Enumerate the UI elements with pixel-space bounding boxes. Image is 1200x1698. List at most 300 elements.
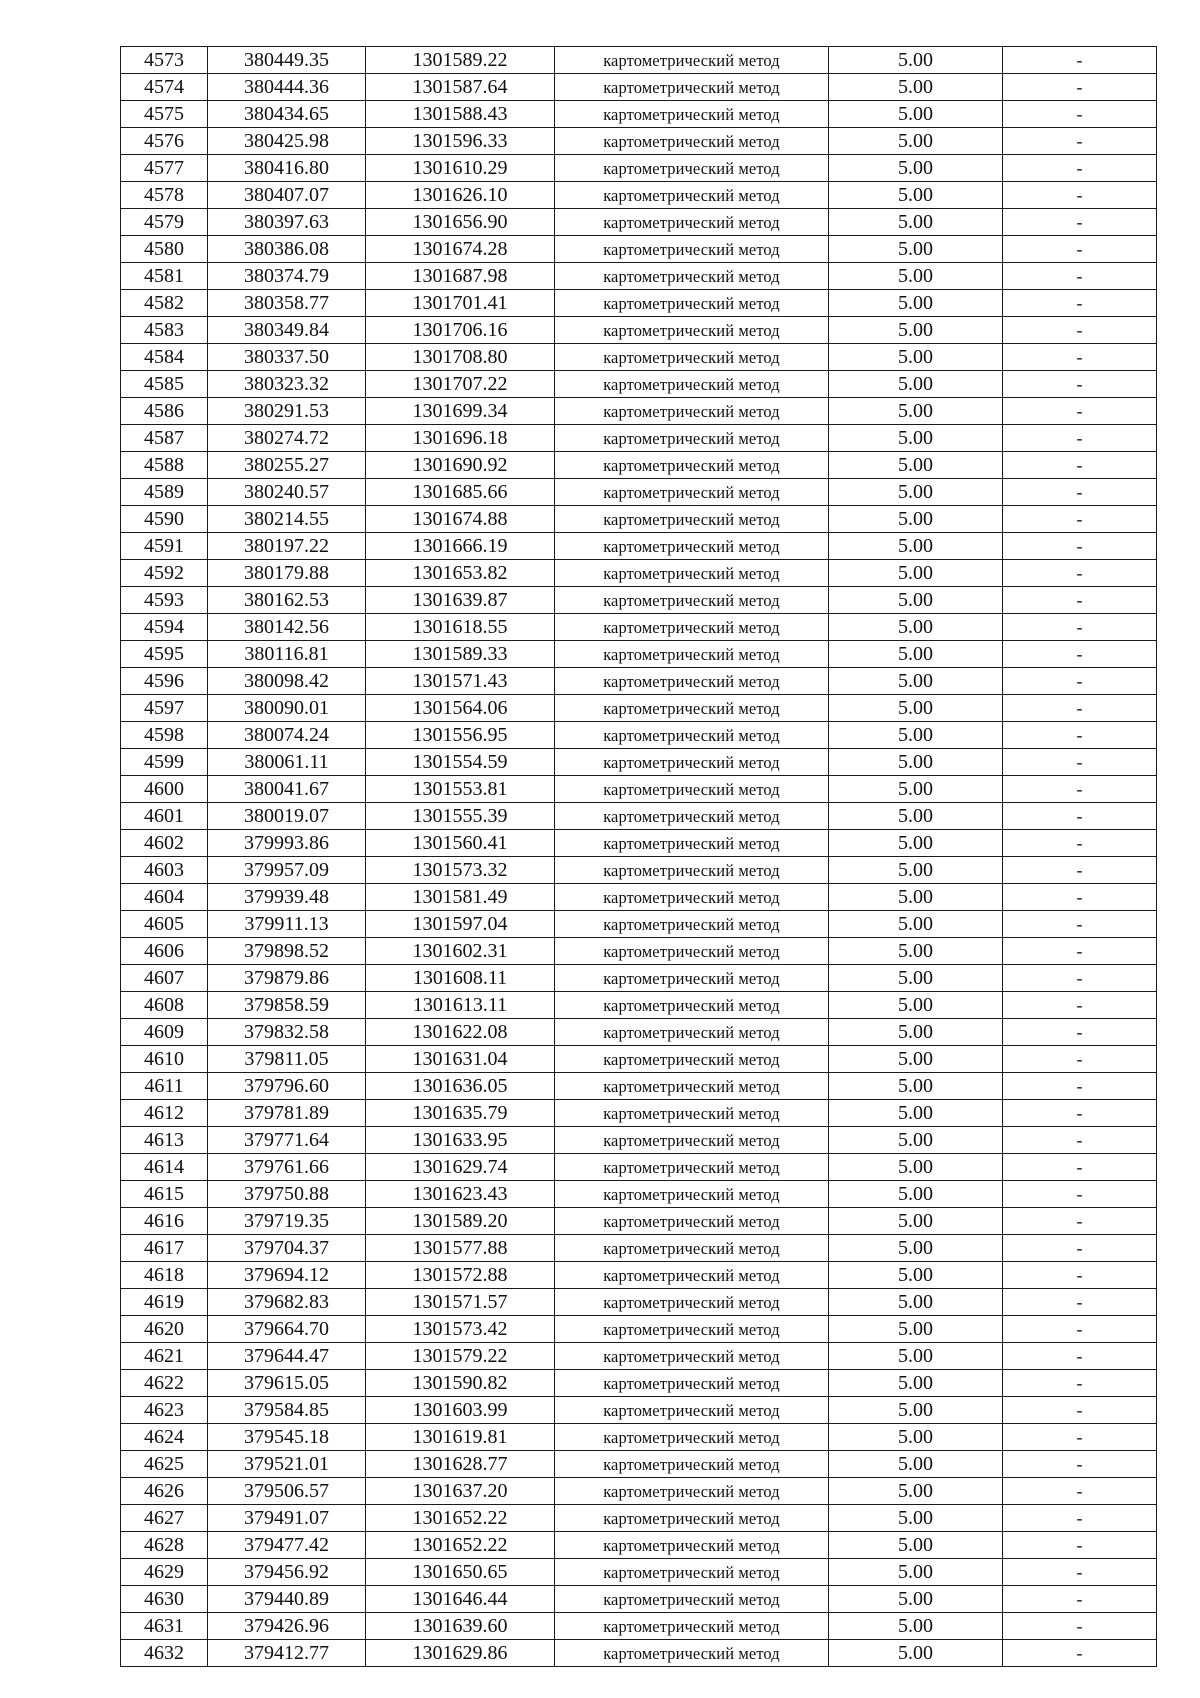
point-number-cell: 4575 [121,101,208,128]
accuracy-cell: 5.00 [829,128,1003,155]
method-cell: картометрический метод [555,506,829,533]
description-cell: - [1003,1289,1157,1316]
method-cell: картометрический метод [555,1019,829,1046]
accuracy-cell: 5.00 [829,236,1003,263]
y-coordinate-cell: 1301597.04 [366,911,555,938]
table-row [121,1370,1157,1397]
description-cell: - [1003,1262,1157,1289]
point-number-cell: 4602 [121,830,208,857]
y-coordinate-cell: 1301650.65 [366,1559,555,1586]
y-coordinate-cell: 1301674.88 [366,506,555,533]
description-cell: - [1003,263,1157,290]
y-coordinate-cell: 1301590.82 [366,1370,555,1397]
point-number-cell: 4604 [121,884,208,911]
x-coordinate-cell: 379440.89 [208,1586,366,1613]
accuracy-cell: 5.00 [829,533,1003,560]
x-coordinate-cell: 379811.05 [208,1046,366,1073]
description-cell: - [1003,533,1157,560]
accuracy-cell: 5.00 [829,155,1003,182]
accuracy-cell: 5.00 [829,1316,1003,1343]
table-row [121,1289,1157,1316]
method-cell: картометрический метод [555,128,829,155]
accuracy-cell: 5.00 [829,290,1003,317]
point-number-cell: 4611 [121,1073,208,1100]
table-row [121,884,1157,911]
method-cell: картометрический метод [555,884,829,911]
accuracy-cell: 5.00 [829,1208,1003,1235]
x-coordinate-cell: 379704.37 [208,1235,366,1262]
accuracy-cell: 5.00 [829,1046,1003,1073]
y-coordinate-cell: 1301602.31 [366,938,555,965]
y-coordinate-cell: 1301707.22 [366,371,555,398]
table-row [121,668,1157,695]
x-coordinate-cell: 379858.59 [208,992,366,1019]
accuracy-cell: 5.00 [829,1397,1003,1424]
y-coordinate-cell: 1301639.60 [366,1613,555,1640]
table-row [121,236,1157,263]
y-coordinate-cell: 1301589.22 [366,47,555,74]
method-cell: картометрический метод [555,1127,829,1154]
x-coordinate-cell: 379694.12 [208,1262,366,1289]
description-cell: - [1003,47,1157,74]
description-cell: - [1003,641,1157,668]
accuracy-cell: 5.00 [829,371,1003,398]
point-number-cell: 4583 [121,317,208,344]
description-cell: - [1003,1370,1157,1397]
accuracy-cell: 5.00 [829,317,1003,344]
table-row [121,749,1157,776]
accuracy-cell: 5.00 [829,1343,1003,1370]
y-coordinate-cell: 1301656.90 [366,209,555,236]
point-number-cell: 4574 [121,74,208,101]
description-cell: - [1003,398,1157,425]
accuracy-cell: 5.00 [829,1262,1003,1289]
method-cell: картометрический метод [555,1046,829,1073]
table-row [121,641,1157,668]
x-coordinate-cell: 379832.58 [208,1019,366,1046]
x-coordinate-cell: 379796.60 [208,1073,366,1100]
table-row [121,1154,1157,1181]
y-coordinate-cell: 1301629.86 [366,1640,555,1667]
method-cell: картометрический метод [555,722,829,749]
description-cell: - [1003,344,1157,371]
y-coordinate-cell: 1301628.77 [366,1451,555,1478]
table-row [121,857,1157,884]
x-coordinate-cell: 380214.55 [208,506,366,533]
accuracy-cell: 5.00 [829,1181,1003,1208]
point-number-cell: 4585 [121,371,208,398]
x-coordinate-cell: 379898.52 [208,938,366,965]
table-row [121,1505,1157,1532]
method-cell: картометрический метод [555,425,829,452]
point-number-cell: 4581 [121,263,208,290]
description-cell: - [1003,776,1157,803]
accuracy-cell: 5.00 [829,209,1003,236]
y-coordinate-cell: 1301579.22 [366,1343,555,1370]
point-number-cell: 4609 [121,1019,208,1046]
y-coordinate-cell: 1301626.10 [366,182,555,209]
method-cell: картометрический метод [555,1100,829,1127]
point-number-cell: 4621 [121,1343,208,1370]
table-row [121,1532,1157,1559]
table-row [121,1181,1157,1208]
table-row [121,695,1157,722]
point-number-cell: 4614 [121,1154,208,1181]
x-coordinate-cell: 379506.57 [208,1478,366,1505]
accuracy-cell: 5.00 [829,1640,1003,1667]
coordinates-table [120,46,1157,1667]
point-number-cell: 4622 [121,1370,208,1397]
method-cell: картометрический метод [555,290,829,317]
x-coordinate-cell: 380291.53 [208,398,366,425]
y-coordinate-cell: 1301636.05 [366,1073,555,1100]
method-cell: картометрический метод [555,776,829,803]
table-row [121,1073,1157,1100]
table-row [121,182,1157,209]
y-coordinate-cell: 1301589.20 [366,1208,555,1235]
method-cell: картометрический метод [555,371,829,398]
point-number-cell: 4606 [121,938,208,965]
x-coordinate-cell: 380061.11 [208,749,366,776]
y-coordinate-cell: 1301687.98 [366,263,555,290]
x-coordinate-cell: 380323.32 [208,371,366,398]
table-row [121,263,1157,290]
accuracy-cell: 5.00 [829,1370,1003,1397]
method-cell: картометрический метод [555,1613,829,1640]
accuracy-cell: 5.00 [829,992,1003,1019]
accuracy-cell: 5.00 [829,452,1003,479]
accuracy-cell: 5.00 [829,1424,1003,1451]
method-cell: картометрический метод [555,479,829,506]
accuracy-cell: 5.00 [829,1019,1003,1046]
method-cell: картометрический метод [555,560,829,587]
y-coordinate-cell: 1301554.59 [366,749,555,776]
description-cell: - [1003,479,1157,506]
description-cell: - [1003,1343,1157,1370]
table-row [121,1262,1157,1289]
table-row [121,830,1157,857]
point-number-cell: 4594 [121,614,208,641]
description-cell: - [1003,1073,1157,1100]
y-coordinate-cell: 1301573.32 [366,857,555,884]
description-cell: - [1003,803,1157,830]
method-cell: картометрический метод [555,47,829,74]
y-coordinate-cell: 1301553.81 [366,776,555,803]
y-coordinate-cell: 1301708.80 [366,344,555,371]
accuracy-cell: 5.00 [829,1586,1003,1613]
point-number-cell: 4596 [121,668,208,695]
point-number-cell: 4573 [121,47,208,74]
x-coordinate-cell: 380255.27 [208,452,366,479]
accuracy-cell: 5.00 [829,938,1003,965]
description-cell: - [1003,1019,1157,1046]
x-coordinate-cell: 379771.64 [208,1127,366,1154]
x-coordinate-cell: 379781.89 [208,1100,366,1127]
table-row [121,101,1157,128]
method-cell: картометрический метод [555,965,829,992]
table-row [121,722,1157,749]
description-cell: - [1003,182,1157,209]
method-cell: картометрический метод [555,695,829,722]
table-row [121,1451,1157,1478]
method-cell: картометрический метод [555,533,829,560]
accuracy-cell: 5.00 [829,1451,1003,1478]
description-cell: - [1003,830,1157,857]
description-cell: - [1003,290,1157,317]
point-number-cell: 4599 [121,749,208,776]
description-cell: - [1003,101,1157,128]
point-number-cell: 4628 [121,1532,208,1559]
point-number-cell: 4626 [121,1478,208,1505]
method-cell: картометрический метод [555,1208,829,1235]
point-number-cell: 4582 [121,290,208,317]
y-coordinate-cell: 1301639.87 [366,587,555,614]
accuracy-cell: 5.00 [829,722,1003,749]
description-cell: - [1003,965,1157,992]
point-number-cell: 4605 [121,911,208,938]
accuracy-cell: 5.00 [829,1100,1003,1127]
description-cell: - [1003,884,1157,911]
point-number-cell: 4579 [121,209,208,236]
y-coordinate-cell: 1301573.42 [366,1316,555,1343]
point-number-cell: 4578 [121,182,208,209]
point-number-cell: 4610 [121,1046,208,1073]
x-coordinate-cell: 380162.53 [208,587,366,614]
table-row [121,1613,1157,1640]
point-number-cell: 4592 [121,560,208,587]
accuracy-cell: 5.00 [829,1127,1003,1154]
x-coordinate-cell: 379664.70 [208,1316,366,1343]
y-coordinate-cell: 1301589.33 [366,641,555,668]
table-row [121,992,1157,1019]
point-number-cell: 4624 [121,1424,208,1451]
x-coordinate-cell: 380386.08 [208,236,366,263]
point-number-cell: 4620 [121,1316,208,1343]
x-coordinate-cell: 379957.09 [208,857,366,884]
accuracy-cell: 5.00 [829,1478,1003,1505]
point-number-cell: 4608 [121,992,208,1019]
y-coordinate-cell: 1301633.95 [366,1127,555,1154]
description-cell: - [1003,506,1157,533]
x-coordinate-cell: 380090.01 [208,695,366,722]
method-cell: картометрический метод [555,830,829,857]
method-cell: картометрический метод [555,587,829,614]
x-coordinate-cell: 380041.67 [208,776,366,803]
description-cell: - [1003,1424,1157,1451]
y-coordinate-cell: 1301618.55 [366,614,555,641]
table-row [121,614,1157,641]
method-cell: картометрический метод [555,1235,829,1262]
accuracy-cell: 5.00 [829,1505,1003,1532]
point-number-cell: 4623 [121,1397,208,1424]
x-coordinate-cell: 379615.05 [208,1370,366,1397]
point-number-cell: 4627 [121,1505,208,1532]
x-coordinate-cell: 380407.07 [208,182,366,209]
description-cell: - [1003,236,1157,263]
y-coordinate-cell: 1301629.74 [366,1154,555,1181]
y-coordinate-cell: 1301564.06 [366,695,555,722]
accuracy-cell: 5.00 [829,1532,1003,1559]
accuracy-cell: 5.00 [829,884,1003,911]
description-cell: - [1003,1208,1157,1235]
description-cell: - [1003,695,1157,722]
description-cell: - [1003,128,1157,155]
description-cell: - [1003,1478,1157,1505]
y-coordinate-cell: 1301619.81 [366,1424,555,1451]
accuracy-cell: 5.00 [829,587,1003,614]
method-cell: картометрический метод [555,209,829,236]
table-row [121,776,1157,803]
point-number-cell: 4584 [121,344,208,371]
x-coordinate-cell: 380444.36 [208,74,366,101]
table-row [121,1343,1157,1370]
table-row [121,155,1157,182]
method-cell: картометрический метод [555,1640,829,1667]
description-cell: - [1003,209,1157,236]
method-cell: картометрический метод [555,1343,829,1370]
y-coordinate-cell: 1301608.11 [366,965,555,992]
y-coordinate-cell: 1301571.57 [366,1289,555,1316]
table-row [121,938,1157,965]
point-number-cell: 4607 [121,965,208,992]
y-coordinate-cell: 1301631.04 [366,1046,555,1073]
accuracy-cell: 5.00 [829,695,1003,722]
x-coordinate-cell: 379521.01 [208,1451,366,1478]
point-number-cell: 4586 [121,398,208,425]
x-coordinate-cell: 379426.96 [208,1613,366,1640]
description-cell: - [1003,425,1157,452]
point-number-cell: 4630 [121,1586,208,1613]
method-cell: картометрический метод [555,1181,829,1208]
y-coordinate-cell: 1301685.66 [366,479,555,506]
x-coordinate-cell: 379644.47 [208,1343,366,1370]
description-cell: - [1003,1586,1157,1613]
description-cell: - [1003,1316,1157,1343]
method-cell: картометрический метод [555,1370,829,1397]
table-row [121,1640,1157,1667]
table-row [121,128,1157,155]
x-coordinate-cell: 380240.57 [208,479,366,506]
x-coordinate-cell: 380274.72 [208,425,366,452]
method-cell: картометрический метод [555,1316,829,1343]
y-coordinate-cell: 1301653.82 [366,560,555,587]
accuracy-cell: 5.00 [829,749,1003,776]
table-row [121,1208,1157,1235]
method-cell: картометрический метод [555,398,829,425]
method-cell: картометрический метод [555,155,829,182]
accuracy-cell: 5.00 [829,1559,1003,1586]
description-cell: - [1003,371,1157,398]
description-cell: - [1003,1613,1157,1640]
y-coordinate-cell: 1301613.11 [366,992,555,1019]
y-coordinate-cell: 1301581.49 [366,884,555,911]
table-row [121,560,1157,587]
y-coordinate-cell: 1301577.88 [366,1235,555,1262]
x-coordinate-cell: 380397.63 [208,209,366,236]
table-row [121,1235,1157,1262]
description-cell: - [1003,74,1157,101]
method-cell: картометрический метод [555,1262,829,1289]
description-cell: - [1003,587,1157,614]
accuracy-cell: 5.00 [829,614,1003,641]
x-coordinate-cell: 379993.86 [208,830,366,857]
x-coordinate-cell: 379939.48 [208,884,366,911]
method-cell: картометрический метод [555,452,829,479]
x-coordinate-cell: 379584.85 [208,1397,366,1424]
method-cell: картометрический метод [555,1478,829,1505]
point-number-cell: 4595 [121,641,208,668]
accuracy-cell: 5.00 [829,1613,1003,1640]
accuracy-cell: 5.00 [829,641,1003,668]
method-cell: картометрический метод [555,614,829,641]
method-cell: картометрический метод [555,1154,829,1181]
description-cell: - [1003,1154,1157,1181]
accuracy-cell: 5.00 [829,911,1003,938]
accuracy-cell: 5.00 [829,398,1003,425]
y-coordinate-cell: 1301622.08 [366,1019,555,1046]
description-cell: - [1003,1532,1157,1559]
x-coordinate-cell: 379879.86 [208,965,366,992]
table-row [121,506,1157,533]
table-row [121,452,1157,479]
method-cell: картометрический метод [555,344,829,371]
y-coordinate-cell: 1301623.43 [366,1181,555,1208]
table-row [121,911,1157,938]
point-number-cell: 4618 [121,1262,208,1289]
point-number-cell: 4589 [121,479,208,506]
table-row [121,1559,1157,1586]
point-number-cell: 4577 [121,155,208,182]
point-number-cell: 4615 [121,1181,208,1208]
method-cell: картометрический метод [555,911,829,938]
y-coordinate-cell: 1301699.34 [366,398,555,425]
x-coordinate-cell: 380337.50 [208,344,366,371]
x-coordinate-cell: 380098.42 [208,668,366,695]
x-coordinate-cell: 380434.65 [208,101,366,128]
table-row [121,1397,1157,1424]
point-number-cell: 4588 [121,452,208,479]
y-coordinate-cell: 1301555.39 [366,803,555,830]
y-coordinate-cell: 1301696.18 [366,425,555,452]
description-cell: - [1003,668,1157,695]
point-number-cell: 4625 [121,1451,208,1478]
x-coordinate-cell: 380197.22 [208,533,366,560]
point-number-cell: 4576 [121,128,208,155]
accuracy-cell: 5.00 [829,1235,1003,1262]
description-cell: - [1003,1451,1157,1478]
point-number-cell: 4580 [121,236,208,263]
table-row [121,398,1157,425]
table-row [121,803,1157,830]
accuracy-cell: 5.00 [829,776,1003,803]
table-row [121,587,1157,614]
x-coordinate-cell: 379545.18 [208,1424,366,1451]
point-number-cell: 4613 [121,1127,208,1154]
table-row [121,1019,1157,1046]
table-row [121,965,1157,992]
point-number-cell: 4632 [121,1640,208,1667]
y-coordinate-cell: 1301572.88 [366,1262,555,1289]
table-row [121,1046,1157,1073]
y-coordinate-cell: 1301706.16 [366,317,555,344]
accuracy-cell: 5.00 [829,344,1003,371]
accuracy-cell: 5.00 [829,182,1003,209]
x-coordinate-cell: 380374.79 [208,263,366,290]
x-coordinate-cell: 380449.35 [208,47,366,74]
accuracy-cell: 5.00 [829,668,1003,695]
table-row [121,47,1157,74]
method-cell: картометрический метод [555,1451,829,1478]
